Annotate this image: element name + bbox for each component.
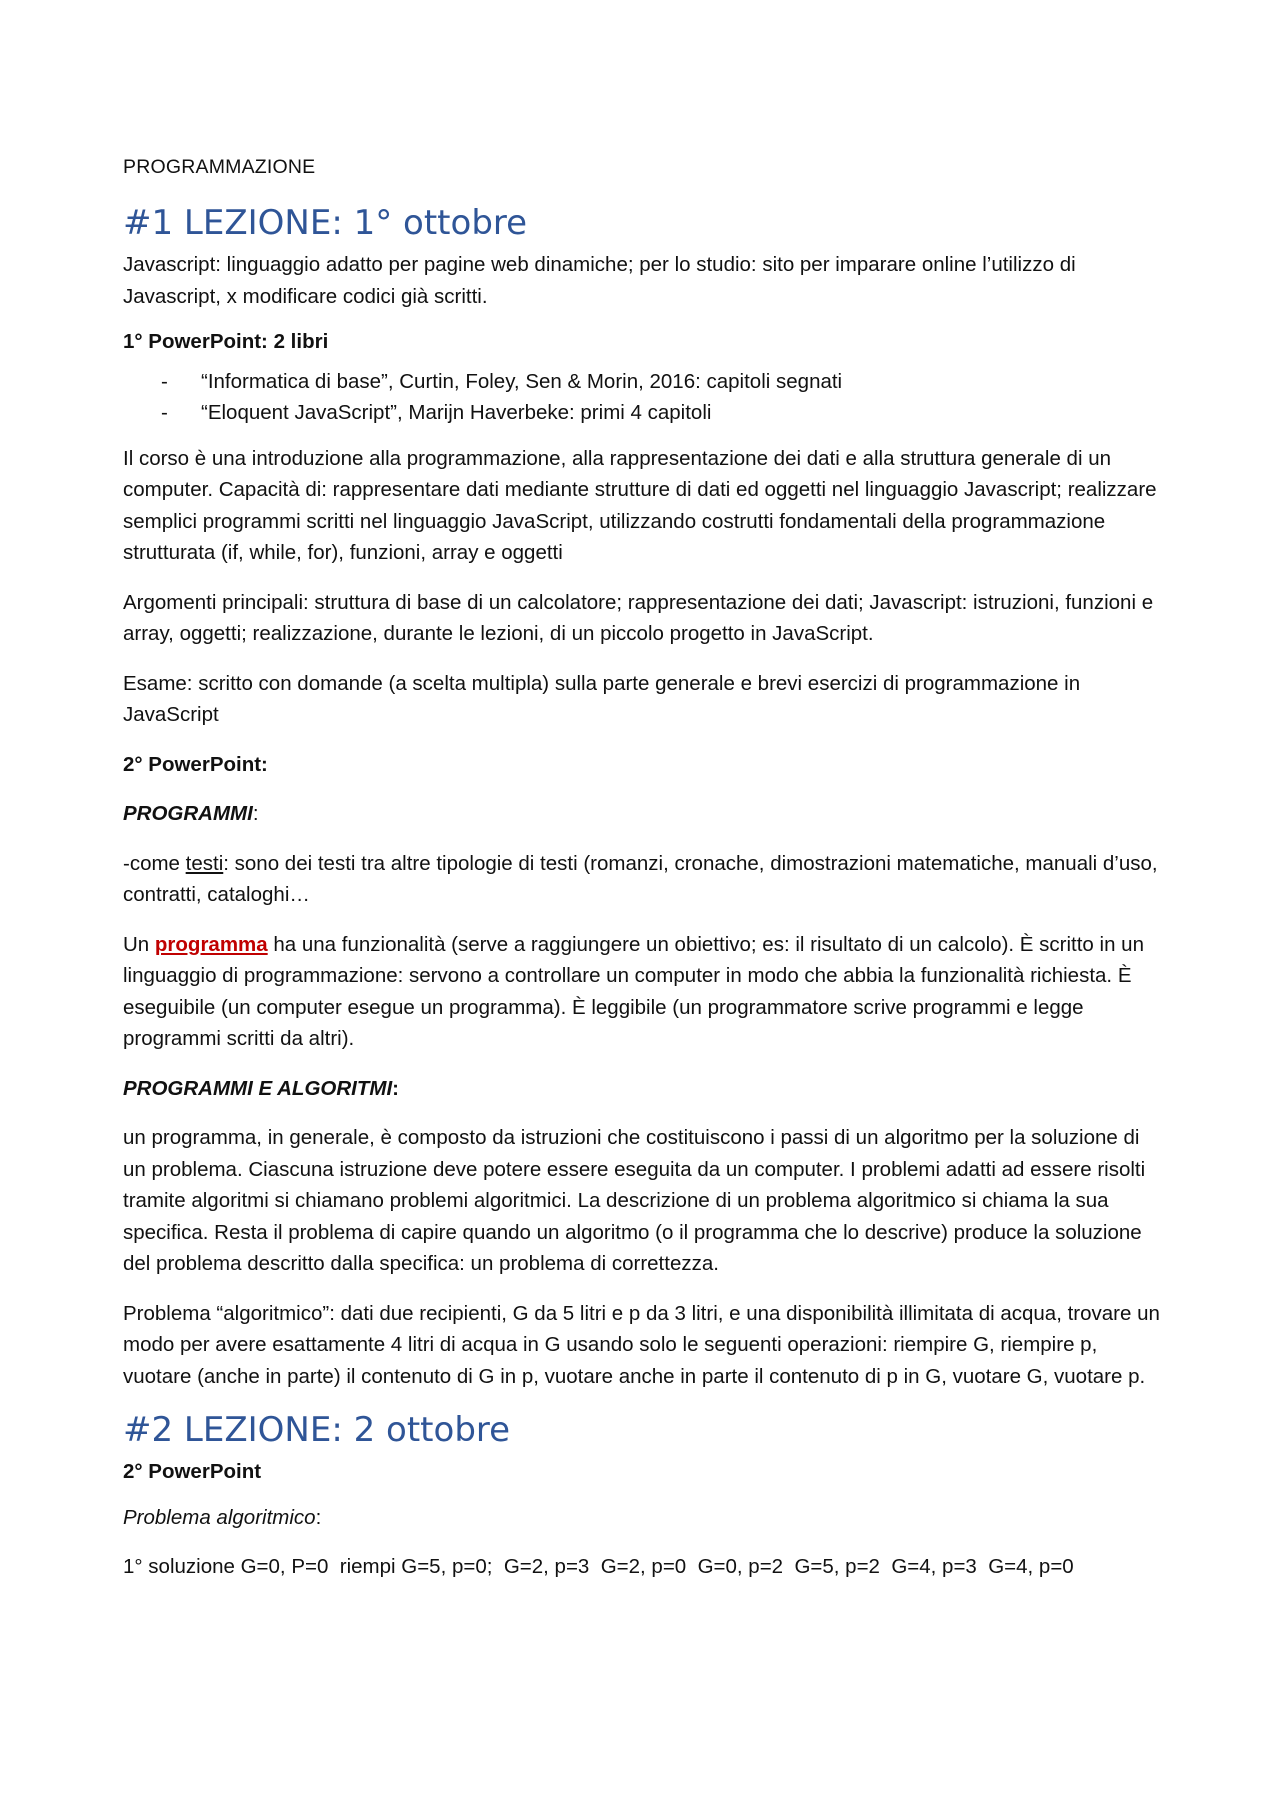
programmi-label: PROGRAMMI xyxy=(123,802,253,825)
lesson-2-heading: #2 LEZIONE: 2 ottobre xyxy=(123,1410,511,1450)
lesson-1-intro: Javascript: linguaggio adatto per pagine web dinamiche; per lo studio: sito per imparare online l’utilizzo di Javascript, x modificare codici già scritti. xyxy=(123,253,1076,308)
course-description: Il corso è una introduzione alla programmazione, alla rappresentazione dei dati e alla struttura generale di un computer. Capacità di: rappresentare dati mediante strutture di dati ed oggetti nel linguaggio Javascript; realizzare semplici programmi scritti nel linguaggio JavaScript, utilizzando costrutti fondamentali della programmazione strutturata (if, while, for), funzioni, array e oggetti xyxy=(123,446,1157,564)
programmi-algoritmi-heading: PROGRAMMI E ALGORITMI: xyxy=(123,1076,399,1100)
lesson-1-heading: #1 LEZIONE: 1° ottobre xyxy=(123,203,528,243)
list-item: - “Informatica di base”, Curtin, Foley, Sen & Morin, 2016: capitoli segnati xyxy=(123,366,1162,398)
testi-paragraph: -come testi: sono dei testi tra altre tipologie di testi (romanzi, cronache, dimostrazioni matematiche, manuali d’uso, contratti, cataloghi… xyxy=(123,851,1158,906)
lesson-2-powerpoint-label: 2° PowerPoint xyxy=(123,1460,262,1483)
powerpoint-2-label: 2° PowerPoint: xyxy=(123,752,268,776)
document-title: PROGRAMMAZIONE xyxy=(123,156,316,178)
list-item: - “Eloquent JavaScript”, Marijn Haverbeke: primi 4 capitoli xyxy=(123,397,1162,429)
main-topics: Argomenti principali: struttura di base di un calcolatore; rappresentazione dei dati; Javascript: istruzioni, funzioni e array, oggetti; realizzazione, durante le lezioni, di un piccolo progetto in JavaScript. xyxy=(123,590,1154,645)
testi-underlined: testi xyxy=(185,851,224,875)
programmi-heading: PROGRAMMI: xyxy=(123,802,259,825)
exam-description: Esame: scritto con domande (a scelta multipla) sulla parte generale e brevi esercizi di programmazione in JavaScript xyxy=(123,671,1081,726)
lesson-2-problem-label: Problema algoritmico xyxy=(123,1505,316,1529)
powerpoint-1-label: 1° PowerPoint: 2 libri xyxy=(123,330,329,353)
book-item-2: “Eloquent JavaScript”, Marijn Haverbeke: primi 4 capitoli xyxy=(201,401,712,424)
books-list xyxy=(123,366,1162,429)
programmi-algoritmi-text: un programma, in generale, è composto da istruzioni che costituiscono i passi di un algoritmo per la soluzione di un problema. Ciascuna istruzione deve potere essere eseguita da un computer. I problemi adatti ad essere risolti tramite algoritmi si chiamano problemi algoritmici. La descrizione di un problema algoritmico si chiama la sua specifica. Resta il problema di capire quando un algoritmo (o il programma che lo descrive) produce la soluzione del problema descritto dalla specifica: un problema di correttezza. xyxy=(123,1126,1146,1275)
programma-paragraph: Un programma ha una funzionalità (serve a raggiungere un obiettivo; es: il risultato di un calcolo). È scritto in un linguaggio di programmazione: servono a controllare un computer in modo che abbia la funzionalità richiesta. È eseguibile (un computer esegue un programma). È leggibile (un programmatore scrive programmi e legge programmi scritti da altri). xyxy=(123,932,1144,1050)
lesson-2-problem-heading: Problema algoritmico: xyxy=(123,1505,322,1529)
lesson-2-solution: 1° soluzione G=0, P=0 riempi G=5, p=0; G=2, p=3 G=2, p=0 G=0, p=2 G=5, p=2 G=4, p=3 G=4, p=0 xyxy=(123,1555,1074,1578)
book-item-1: “Informatica di base”, Curtin, Foley, Sen & Morin, 2016: capitoli segnati xyxy=(201,369,843,393)
algorithmic-problem-text: Problema “algoritmico”: dati due recipienti, G da 5 litri e p da 3 litri, e una disponibilità illimitata di acqua, trovare un modo per avere esattamente 4 litri di acqua in G usando solo le seguenti operazioni: riempire G, riempire p, vuotare (anche in parte) il contenuto di G in p, vuotare anche in parte il contenuto di p in G, vuotare G, vuotare p. xyxy=(123,1301,1160,1388)
programma-highlight: programma xyxy=(154,932,268,956)
programmi-algoritmi-label: PROGRAMMI E ALGORITMI xyxy=(123,1076,393,1100)
